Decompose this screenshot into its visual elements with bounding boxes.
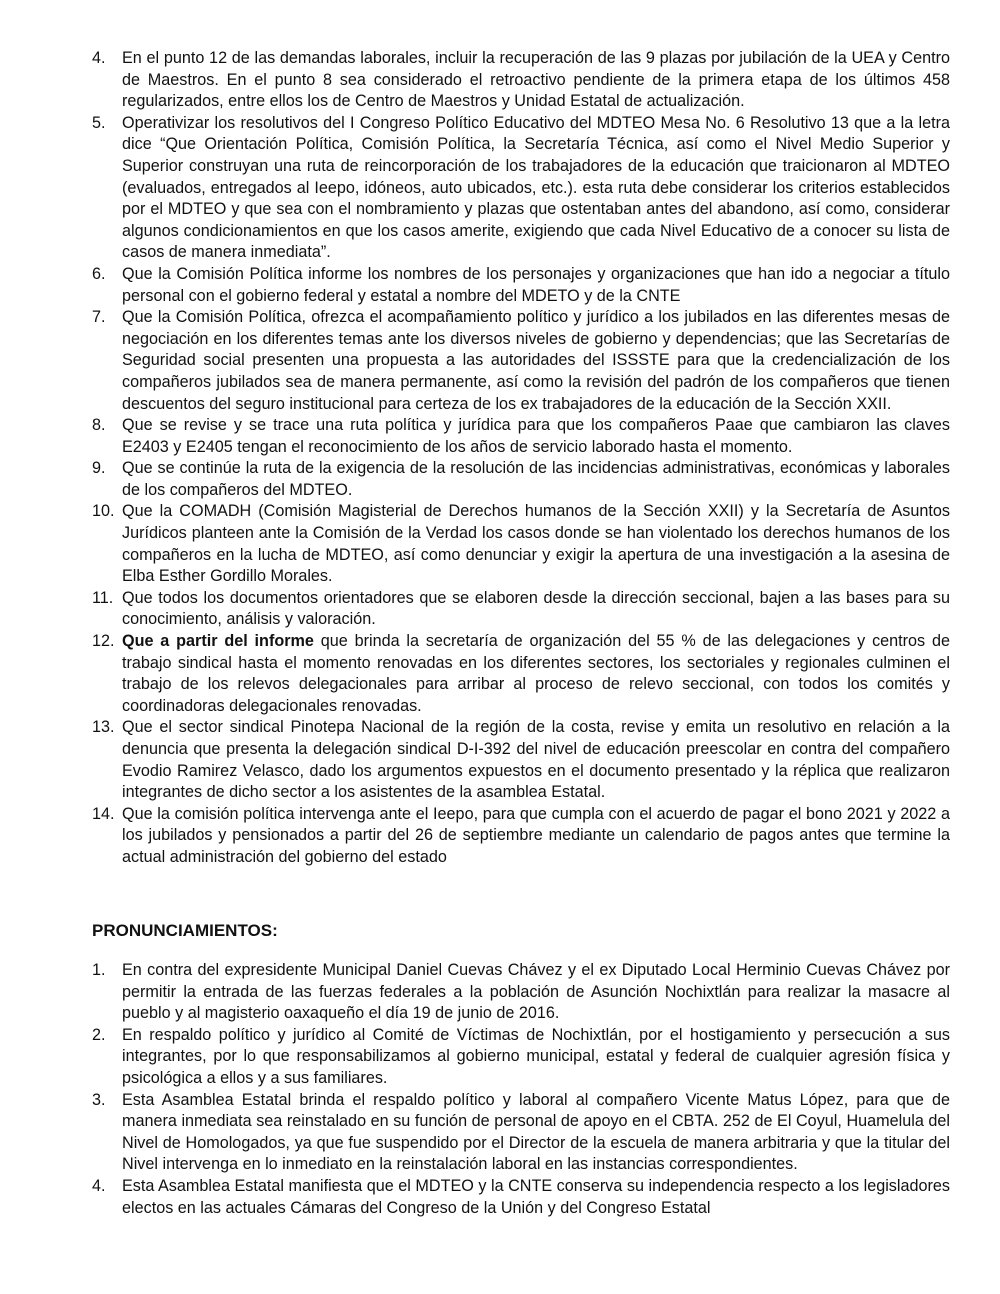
item-text: Esta Asamblea Estatal manifiesta que el MDTEO y la CNTE conserva su independencia respecto a los legisladores electos en las actuales Cámaras del Congreso de la Unión y del Congreso Estatal — [122, 1176, 950, 1217]
item-number: 7. — [92, 308, 106, 327]
item-number: 3. — [92, 1090, 106, 1109]
item-number: 6. — [92, 264, 106, 283]
pronouncements-list — [92, 960, 950, 1219]
list-item — [92, 113, 950, 264]
item-number: 4. — [92, 1176, 106, 1195]
list-item — [92, 960, 950, 1025]
item-text: En el punto 12 de las demandas laborales, incluir la recuperación de las 9 plazas por jubilación de la UEA y Centro de Maestros. En el punto 8 sea considerado el retroactivo pendiente de la primera etapa de los últimos 458 regularizados, entre ellos los de Centro de Maestros y Unidad Estatal de actualización. — [122, 49, 950, 111]
list-item — [92, 717, 950, 803]
list-item — [92, 631, 950, 717]
demands-list — [92, 48, 950, 869]
item-text: Que se continúe la ruta de la exigencia de la resolución de las incidencias administrativas, económicas y laborales de los compañeros del MDTEO. — [122, 459, 950, 499]
item-text: Que la comisión política intervenga ante el Ieepo, para que cumpla con el acuerdo de pagar el bono 2021 y 2022 a los jubilados y pensionados a partir del 26 de septiembre mediante un calendario de pagos antes que termine la actual administración del gobierno del estado — [122, 804, 950, 866]
item-text: Que la Comisión Política informe los nombres de los personajes y organizaciones que han ido a negociar a título personal con el gobierno federal y estatal a nombre del MDETO y de la CNTE — [122, 264, 950, 305]
item-number: 4. — [92, 49, 106, 67]
list-item — [92, 804, 950, 869]
list-item — [92, 458, 950, 501]
section-heading: PRONUNCIAMIENTOS: — [92, 921, 278, 940]
item-text: Esta Asamblea Estatal brinda el respaldo político y laboral al compañero Vicente Matus López, para que de manera inmediata sea reinstalado en su función de personal de apoyo en el CBTA. 252 de El Coyul, Huamelula del Nivel de Homologados, ya que fue suspendido por el Director de la escuela de manera arbitraria y que la titular del Nivel intervenga en lo inmediato en la reinstalación laboral en las instancias correspondientes. — [122, 1090, 950, 1174]
item-text: Que todos los documentos orientadores que se elaboren desde la dirección seccional, bajen a las bases para su conocimiento, análisis y valoración. — [122, 588, 950, 629]
list-item — [92, 48, 950, 113]
list-item — [92, 1090, 950, 1176]
item-number: 1. — [92, 961, 106, 979]
item-number: 13. — [92, 718, 115, 737]
item-text: Operativizar los resolutivos del I Congreso Político Educativo del MDTEO Mesa No. 6 Resolutivo 13 que a la letra dice “Que Orientación Política, Comisión Política, la Secretaría Técnica, así como el Nivel Medio Superior y Superior construyan una ruta de reincorporación de los trabajadores de la educación que traicionaron al MDTEO (evaluados, entregados al Ieepo, idóneos, auto ubicados, etc.). esta ruta debe considerar los criterios establecidos por el MDTEO y que sea con el nombramiento y plazas que ostentaban antes del abandono, así como, considerar algunos condicionamientos en que los casos amerite, exigiendo que cada Nivel Educativo de a conocer su lista de casos de manera inmediata”. — [122, 113, 950, 262]
item-number: 9. — [92, 459, 106, 478]
item-text: Que la COMADH (Comisión Magisterial de Derechos humanos de la Sección XXII) y la Secretaría de Asuntos Jurídicos planteen ante la Comisión de la Verdad los casos donde se han violentado los derechos humanos de los compañeros en la lucha de MDTEO, así como denunciar y exigir la apertura de una investigación a la asesina de Elba Esther Gordillo Morales. — [122, 502, 950, 586]
item-text: En contra del expresidente Municipal Daniel Cuevas Chávez y el ex Diputado Local Herminio Cuevas Chávez por permitir la entrada de las fuerzas federales a la población de Asunción Nochixtlán para realizar la masacre al pueblo y al magisterio oaxaqueño el día 19 de junio de 2016. — [122, 961, 950, 1023]
list-item — [92, 1176, 950, 1219]
item-number: 5. — [92, 113, 106, 132]
item-number: 14. — [92, 804, 115, 823]
item-number: 2. — [92, 1025, 106, 1044]
list-item — [92, 501, 950, 587]
list-item — [92, 415, 950, 458]
item-number: 12. — [92, 632, 115, 651]
list-item — [92, 307, 950, 415]
item-text: Que el sector sindical Pinotepa Nacional de la región de la costa, revise y emita un resolutivo en relación a la denuncia que presenta la delegación sindical D-I-392 del nivel de educación preescolar en contra del compañero Evodio Ramirez Velasco, dado los argumentos expuestos en el documento presentado y la réplica que realizaron integrantes de dicho sector a los asistentes de la asamblea Estatal. — [122, 718, 950, 802]
item-highlight: Que a partir del informe — [122, 632, 314, 651]
item-text — [122, 631, 950, 717]
item-text-rest: que brinda la secretaría de organización del 55 % de las delegaciones y centros de trabajo sindical hasta el momento renovadas en los diferentes sectores, los sectoriales y regionales culminen el trabajo de los relevos delegacionales para arribar al proceso de relevo seccional, con todos los comités y coordinadoras delegacionales renovadas. — [122, 632, 950, 715]
item-number: 11. — [92, 588, 114, 607]
item-text: Que la Comisión Política, ofrezca el acompañamiento político y jurídico a los jubilados en las diferentes mesas de negociación en los diferentes temas ante los diversos niveles de gobierno y dependencias; que las Secretarías de Seguridad social presenten una propuesta a las autoridades del ISSSTE para que la credencialización de los compañeros jubilados sea de manera permanente, así como la revisión del padrón de los compañeros que tienen descuentos del seguro institucional para certeza de los ex trabajadores de la educación de la Sección XXII. — [122, 308, 950, 413]
list-item — [92, 1025, 950, 1090]
list-item — [92, 264, 950, 307]
item-number: 10. — [92, 502, 115, 521]
item-text: Que se revise y se trace una ruta política y jurídica para que los compañeros Paae que cambiaron las claves E2403 y E2405 tengan el reconocimiento de los años de servicio laborado hasta el momento. — [122, 416, 950, 456]
item-number: 8. — [92, 416, 106, 435]
item-text: En respaldo político y jurídico al Comité de Víctimas de Nochixtlán, por el hostigamiento y persecución a sus integrantes, por lo que responsabilizamos al gobierno municipal, estatal y federal de cualquier agresión física y psicológica a ellos y a sus familiares. — [122, 1025, 950, 1087]
list-item — [92, 588, 950, 631]
